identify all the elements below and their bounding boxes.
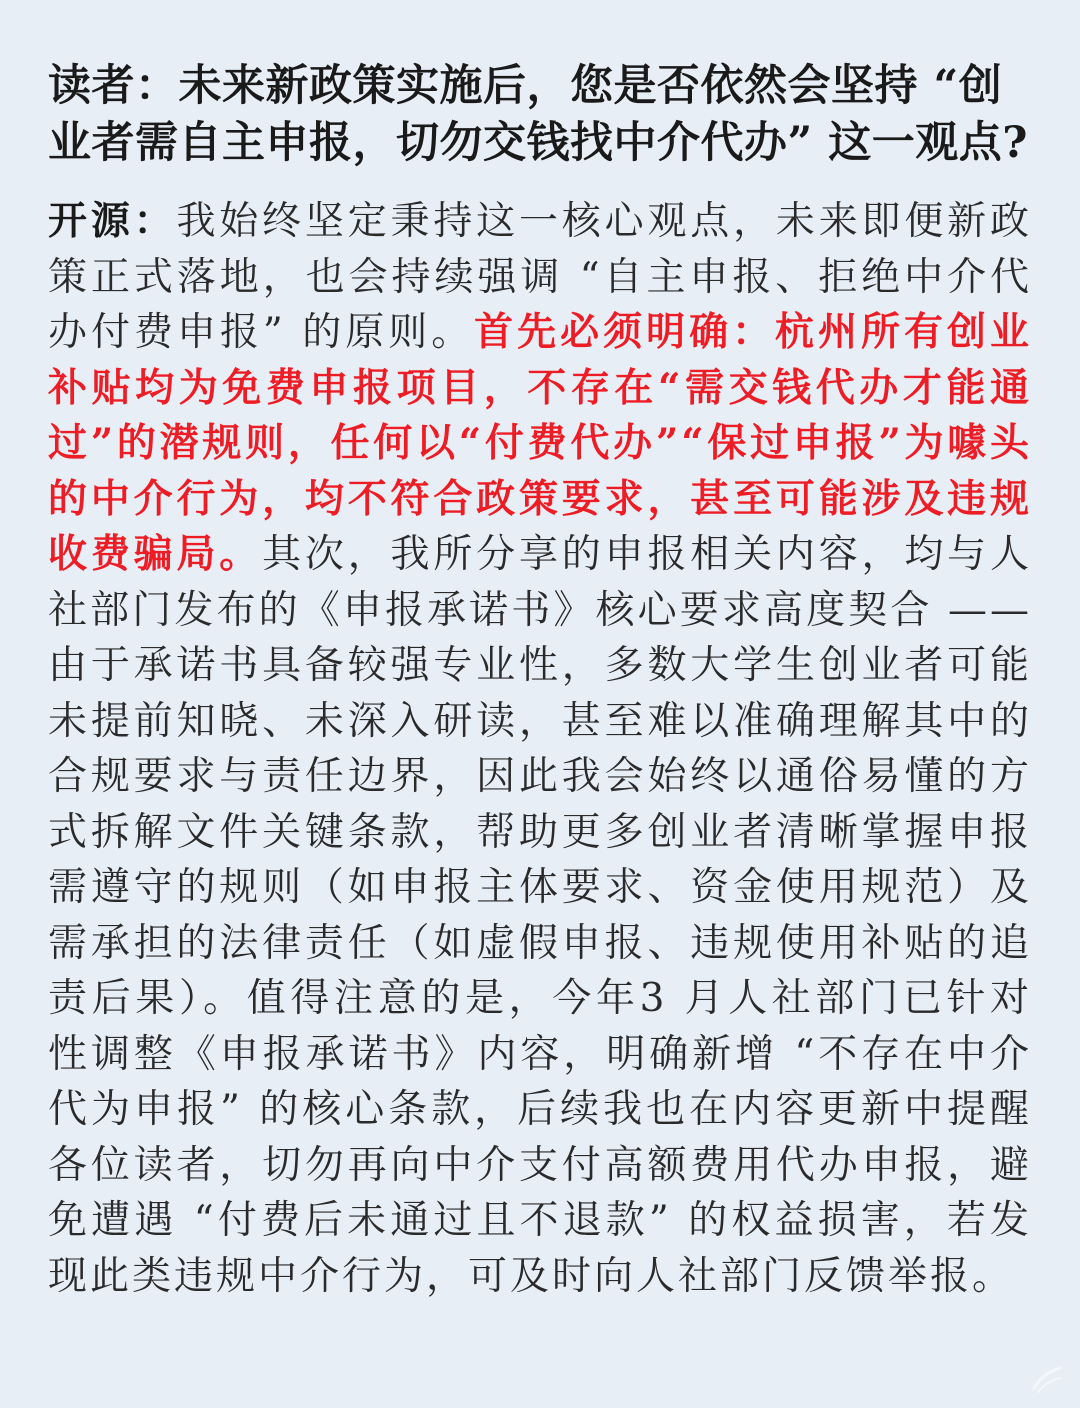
answer-speaker: 开源： xyxy=(48,198,177,244)
question-text: 未来新政策实施后，您是否依然会坚持 “创业者需自主申报，切勿交钱找中介代办” 这一观点? xyxy=(48,61,1028,168)
article xyxy=(48,58,1032,1304)
answer-intro: 我始终坚定秉持这一核心观点，未来即便新政策正式落地，也会持续强调 “自主申报、拒绝中介代办付费申报” 的原则。 xyxy=(48,199,1032,355)
answer-body: 其次，我所分享的申报相关内容，均与人社部门发布的《申报承诺书》核心要求高度契合 —— 由于承诺书具备较强专业性，多数大学生创业者可能未提前知晓、未深入研读，甚至难以准确理解其中的合规要求与责任边界，因此我会始终以通俗易懂的方式拆解文件关键条款，帮助更多创业者清晰掌握申报需遵守的规则（如申报主体要求、资金使用规范）及需承担的法律责任（如虚假申报、违规使用补贴的追责后果）。值得注意的是，今年3 月人社部门已针对性调整《申报承诺书》内容，明确新增 “不存在中介代为申报” 的核心条款，后续我也在内容更新中提醒各位读者，切勿再向中介支付高额费用代办申报，避免遭遇 “付费后未通过且不退款” 的权益损害，若发现此类违规中介行为，可及时向人社部门反馈举报。 xyxy=(48,532,1032,1299)
question-label: 读者： xyxy=(48,61,179,111)
reader-question xyxy=(48,58,1032,172)
author-answer xyxy=(48,194,1032,1304)
answer-highlight: 首先必须明确：杭州所有创业补贴均为免费申报项目，不存在“需交钱代办才能通过”的潜规则，任何以“付费代办”“保过申报”为噱头的中介行为，均不符合政策要求，甚至可能涉及违规收费骗局。 xyxy=(48,309,1032,577)
watermark-icon xyxy=(1026,1358,1066,1398)
